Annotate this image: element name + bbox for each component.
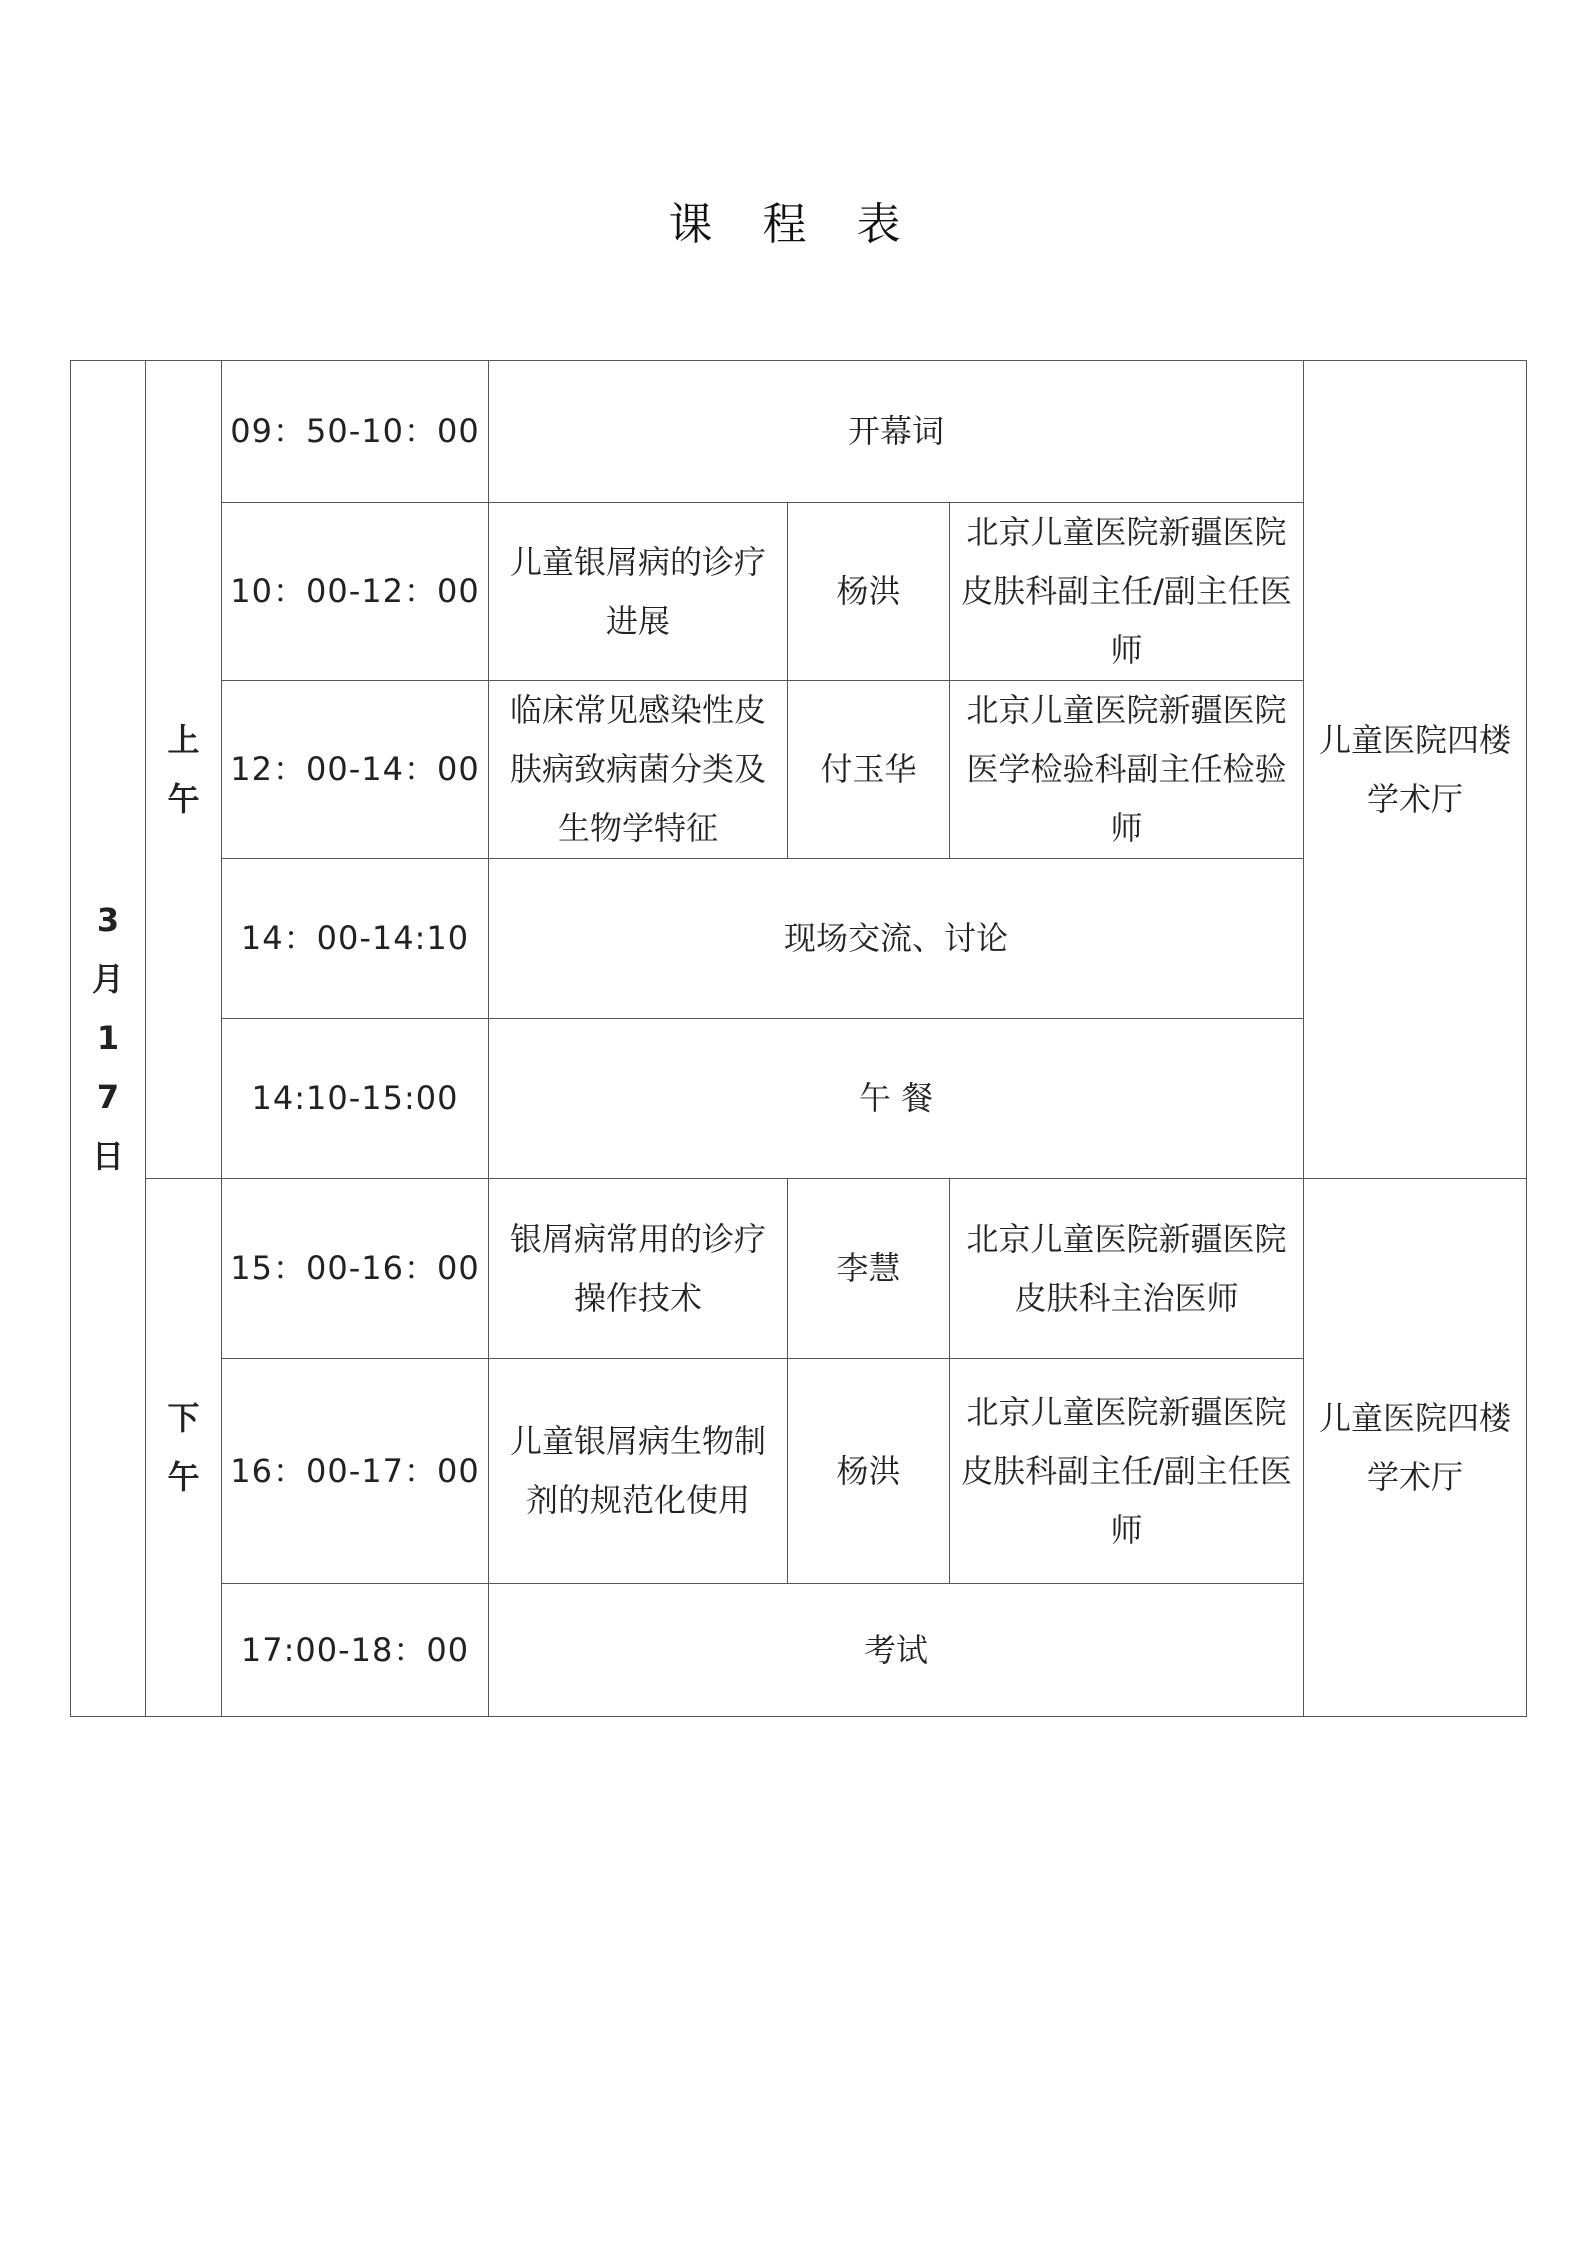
period-morning-label: 上午 <box>167 720 200 818</box>
speaker-title-cell: 北京儿童医院新疆医院皮肤科副主任/副主任医师 <box>950 503 1304 681</box>
time-cell: 17:00-18：00 <box>222 1584 489 1717</box>
speaker-cell: 付玉华 <box>788 681 950 859</box>
venue-afternoon: 儿童医院四楼学术厅 <box>1304 1179 1527 1717</box>
period-afternoon <box>146 1179 222 1717</box>
time-cell: 14:10-15:00 <box>222 1019 489 1179</box>
topic-cell: 银屑病常用的诊疗操作技术 <box>489 1179 788 1359</box>
topic-cell: 考试 <box>489 1584 1304 1717</box>
time-cell: 14：00-14:10 <box>222 859 489 1019</box>
time-cell: 10：00-12：00 <box>222 503 489 681</box>
table-row <box>71 1179 1527 1359</box>
venue-morning: 儿童医院四楼学术厅 <box>1304 361 1527 1179</box>
speaker-cell: 杨洪 <box>788 1359 950 1584</box>
speaker-cell: 杨洪 <box>788 503 950 681</box>
speaker-title-cell: 北京儿童医院新疆医院医学检验科副主任检验师 <box>950 681 1304 859</box>
topic-cell: 午 餐 <box>489 1019 1304 1179</box>
schedule-table <box>70 360 1527 1717</box>
time-cell: 12：00-14：00 <box>222 681 489 859</box>
topic-cell: 现场交流、讨论 <box>489 859 1304 1019</box>
table-row <box>71 361 1527 503</box>
period-morning <box>146 361 222 1179</box>
topic-cell: 开幕词 <box>489 361 1304 503</box>
topic-cell: 临床常见感染性皮肤病致病菌分类及生物学特征 <box>489 681 788 859</box>
time-cell: 15：00-16：00 <box>222 1179 489 1359</box>
date-cell <box>71 361 146 1717</box>
speaker-cell: 李慧 <box>788 1179 950 1359</box>
period-afternoon-label: 下午 <box>167 1398 200 1496</box>
page-title: 课 程 表 <box>668 199 919 250</box>
topic-cell: 儿童银屑病的诊疗进展 <box>489 503 788 681</box>
time-cell: 09：50-10：00 <box>222 361 489 503</box>
speaker-title-cell: 北京儿童医院新疆医院皮肤科副主任/副主任医师 <box>950 1359 1304 1584</box>
date-label: 3月17日 <box>91 901 124 1175</box>
topic-cell: 儿童银屑病生物制剂的规范化使用 <box>489 1359 788 1584</box>
speaker-title-cell: 北京儿童医院新疆医院皮肤科主治医师 <box>950 1179 1304 1359</box>
time-cell: 16：00-17：00 <box>222 1359 489 1584</box>
